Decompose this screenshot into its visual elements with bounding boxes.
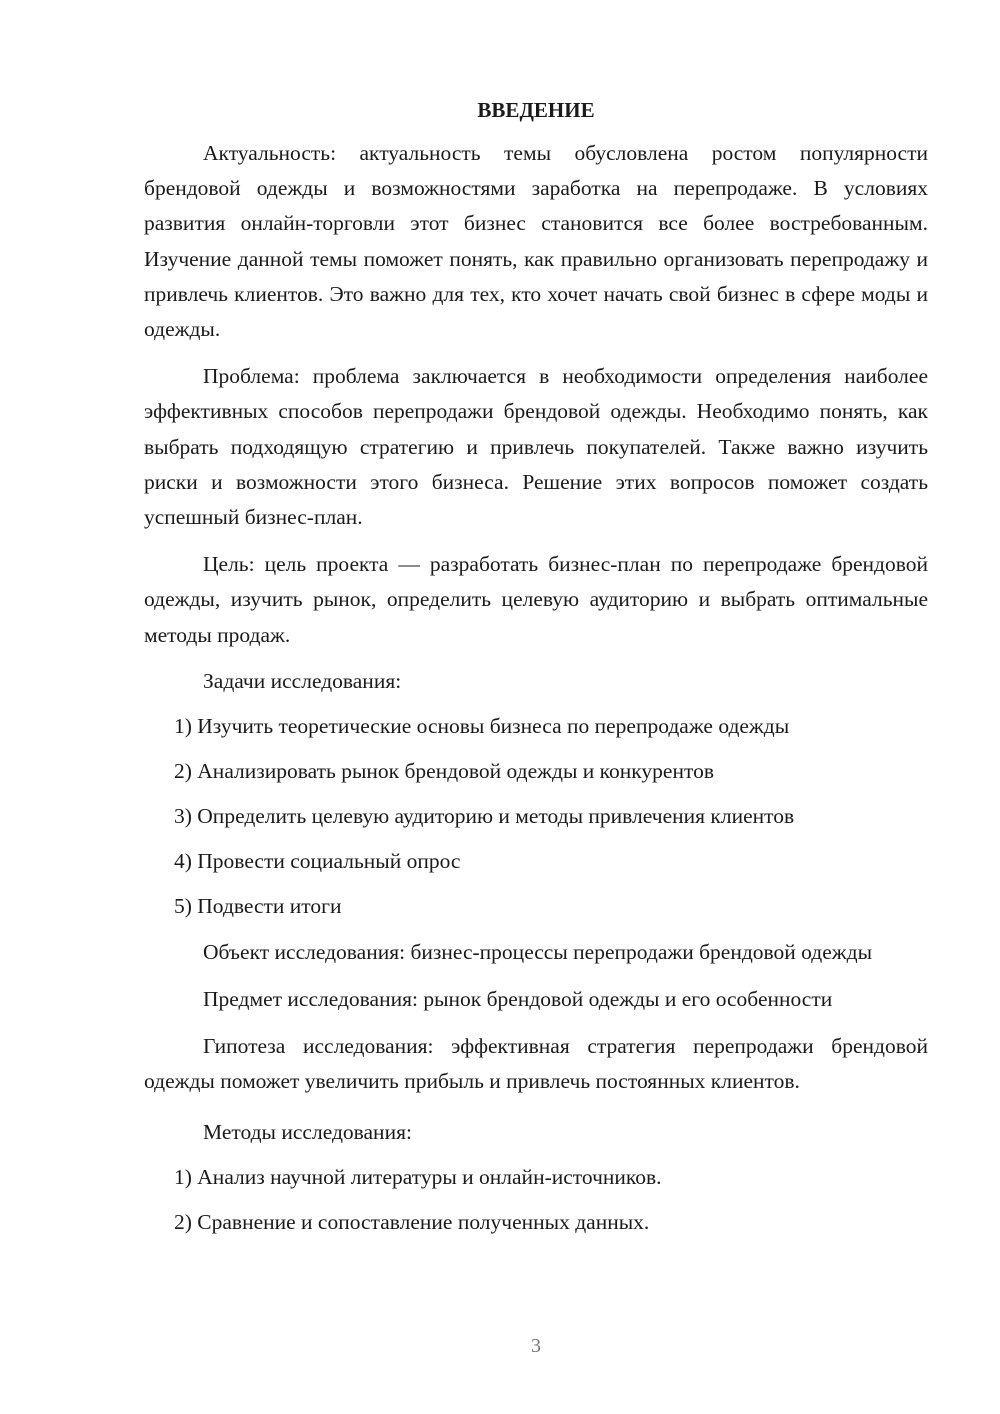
subject-paragraph: Предмет исследования: рынок брендовой одежды и его особенности <box>203 987 833 1012</box>
method-item-1: 1) Анализ научной литературы и онлайн-источников. <box>174 1164 662 1189</box>
tasks-heading: Задачи исследования: <box>203 668 402 693</box>
task-item-1: 1) Изучить теоретические основы бизнеса по перепродаже одежды <box>174 713 790 738</box>
hypothesis-paragraph: Гипотеза исследования: эффективная стратегия перепродажи брендовой одежды поможет увеличить прибыль и привлечь постоянных клиентов. <box>144 1034 928 1094</box>
object-paragraph: Объект исследования: бизнес-процессы перепродажи брендовой одежды <box>203 939 873 964</box>
task-item-2: 2) Анализировать рынок брендовой одежды и конкурентов <box>174 758 714 783</box>
task-item-4: 4) Провести социальный опрос <box>174 848 461 873</box>
problem-paragraph: Проблема: проблема заключается в необходимости определения наиболее эффективных способов перепродажи брендовой одежды. Необходимо понять, как выбрать подходящую стратегию и привлечь покупателей. Также важно изучить риски и возможности этого бизнеса. Решение этих вопросов поможет создать успешный бизнес-план. <box>144 364 928 530</box>
methods-heading: Методы исследования: <box>203 1119 412 1144</box>
goal-paragraph: Цель: цель проекта — разработать бизнес-план по перепродаже брендовой одежды, изучить рынок, определить целевую аудиторию и выбрать оптимальные методы продаж. <box>144 552 928 647</box>
page-title: ВВЕДЕНИЕ <box>477 98 595 122</box>
relevance-paragraph: Актуальность: актуальность темы обусловлена ростом популярности брендовой одежды и возможностями заработка на перепродаже. В условиях развития онлайн-торговли этот бизнес становится все более востребованным. Изучение данной темы поможет понять, как правильно организовать перепродажу и привлечь клиентов. Это важно для тех, кто хочет начать свой бизнес в сфере моды и одежды. <box>144 141 928 342</box>
document-body <box>144 96 928 1251</box>
task-item-3: 3) Определить целевую аудиторию и методы привлечения клиентов <box>174 803 795 828</box>
page-number: 3 <box>531 1335 541 1357</box>
task-item-5: 5) Подвести итоги <box>174 893 342 918</box>
method-item-2: 2) Сравнение и сопоставление полученных данных. <box>174 1209 650 1234</box>
